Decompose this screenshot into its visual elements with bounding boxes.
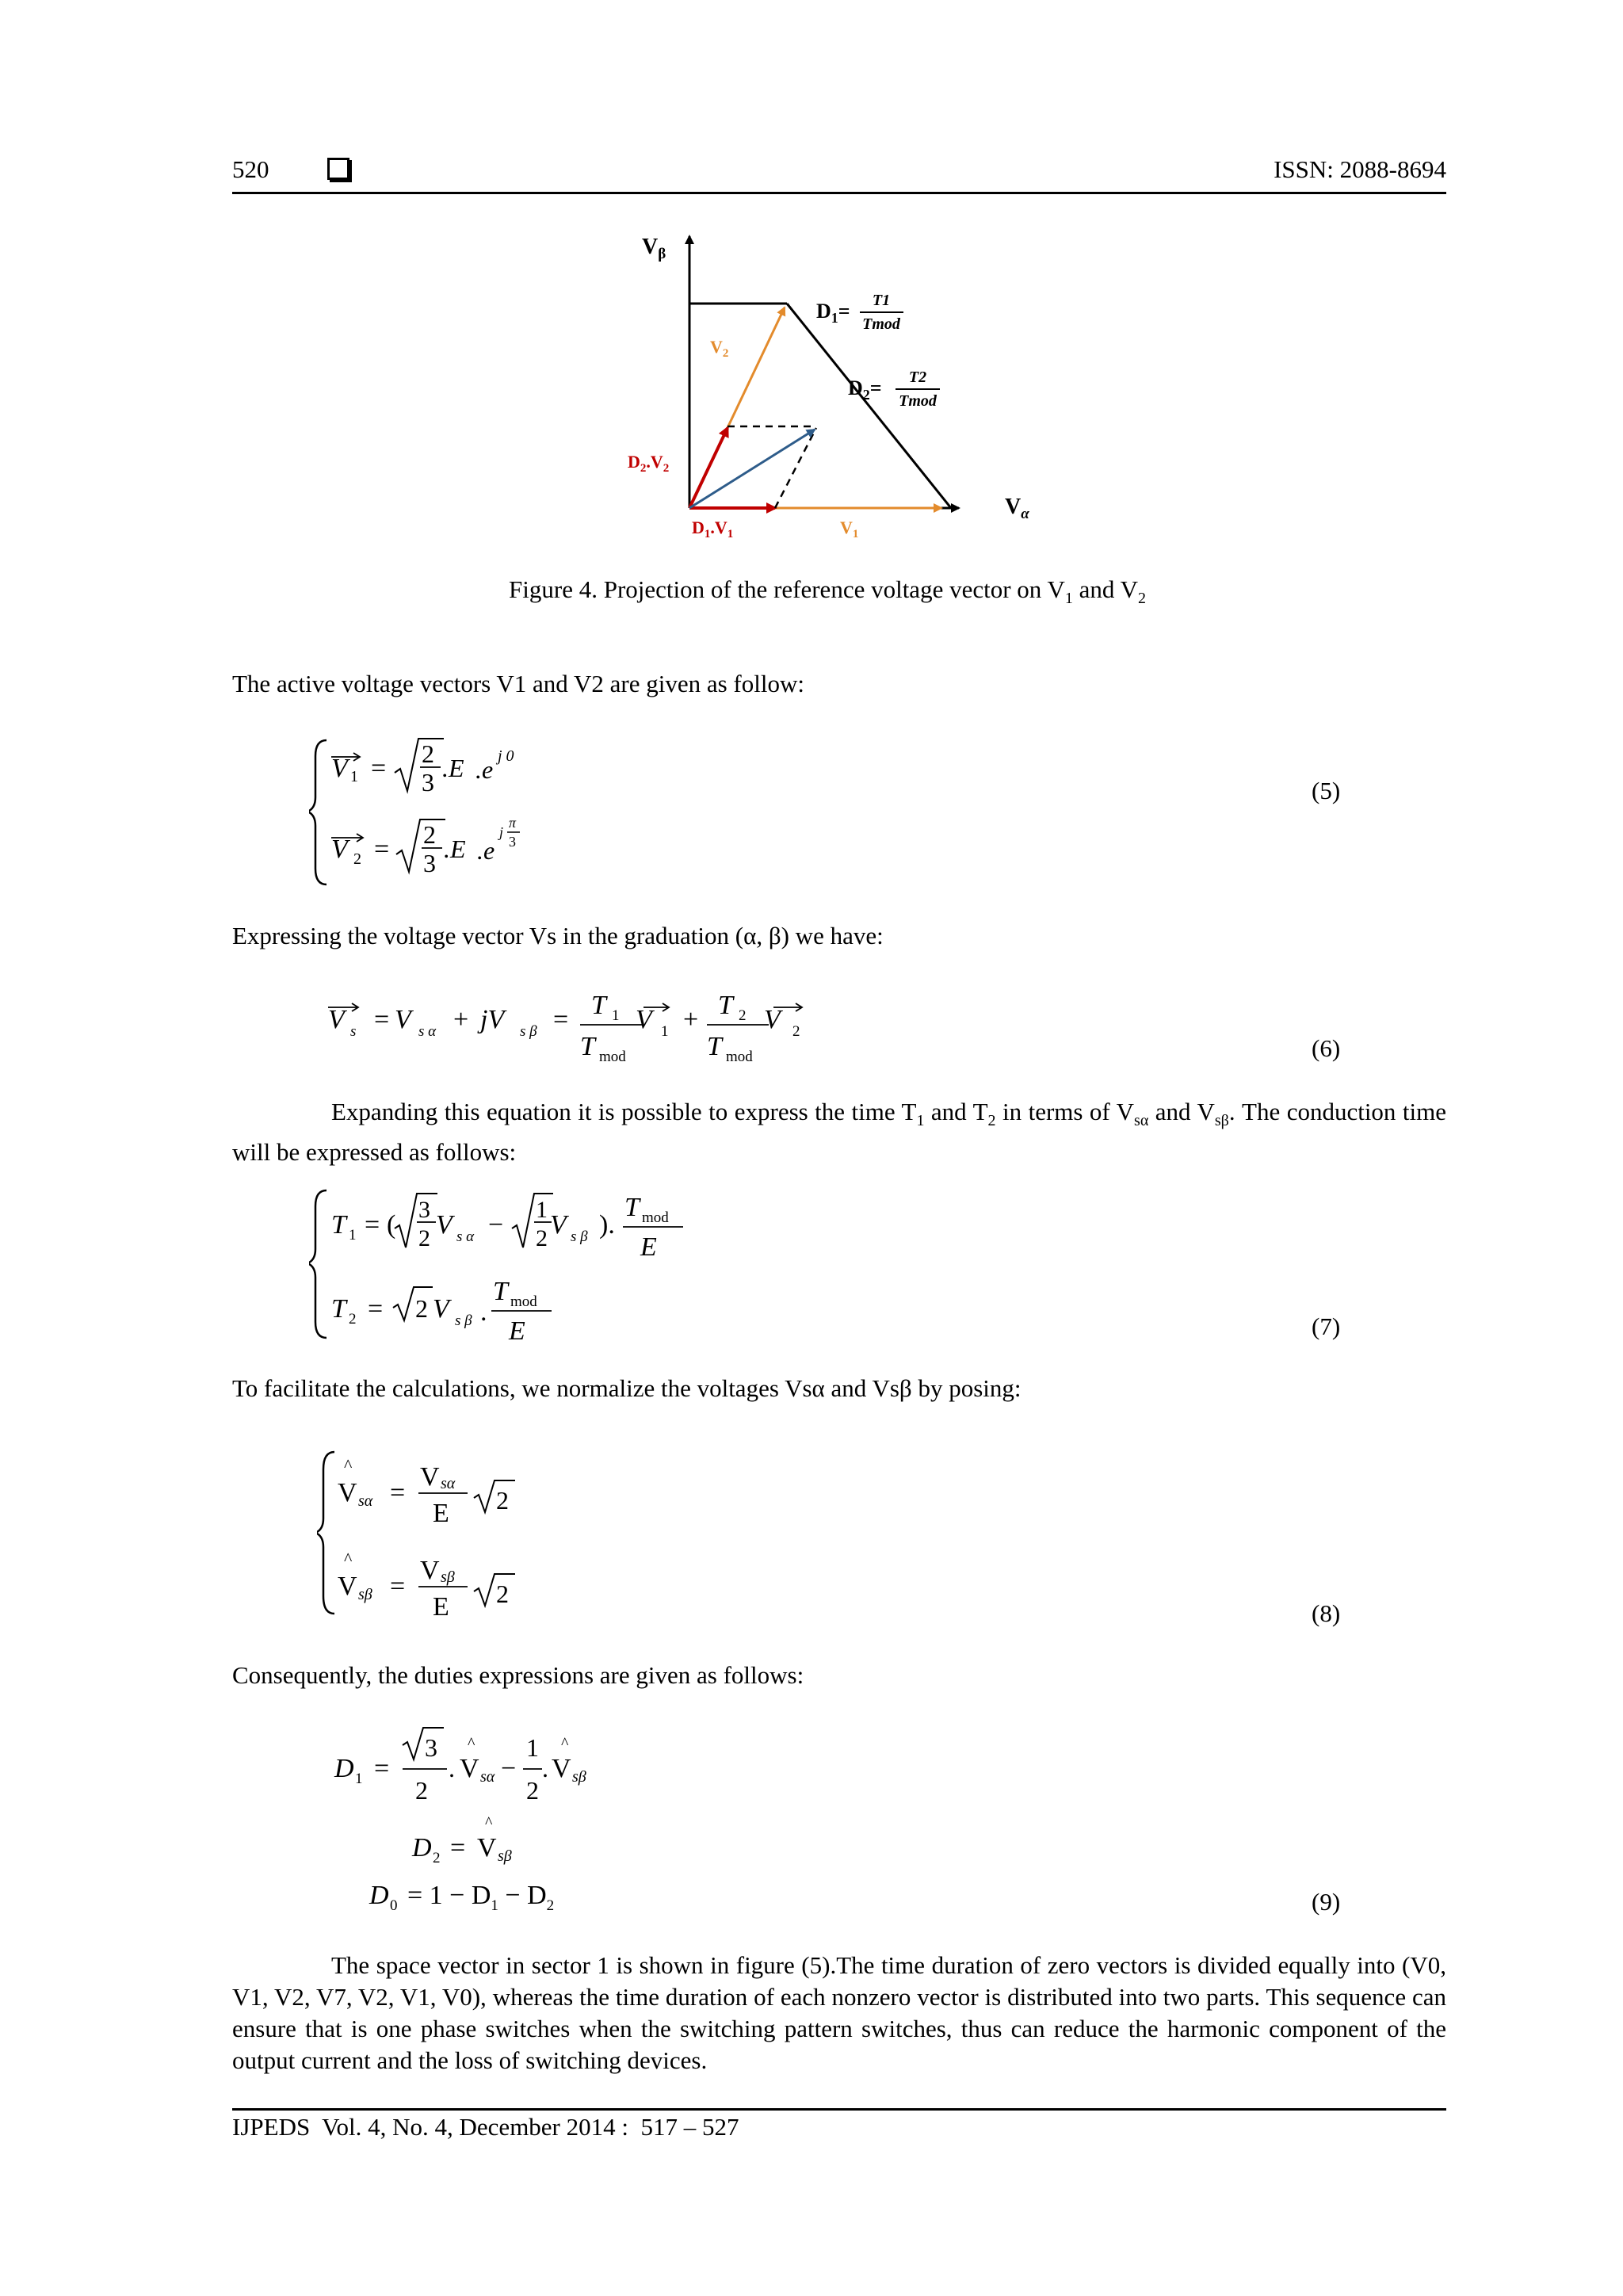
paragraph-duties: Consequently, the duties expressions are given as follows: [232, 1661, 804, 1689]
svg-text:^: ^ [485, 1814, 493, 1832]
svg-text:2: 2 [422, 739, 434, 768]
svg-text:^: ^ [468, 1735, 475, 1752]
svg-text:mod: mod [599, 1049, 626, 1065]
svg-text:+: + [683, 1005, 699, 1034]
svg-text:2: 2 [433, 1850, 441, 1866]
svg-text:E: E [509, 1316, 525, 1346]
paragraph-active-vectors: The active voltage vectors V1 and V2 are given as follow: [232, 670, 804, 697]
projection-dash-side [775, 428, 816, 508]
svg-text:j: j [499, 824, 504, 840]
svg-text:2: 2 [349, 1311, 357, 1328]
figure-caption: Figure 4. Projection of the reference voltage vector on $V_1$ and $V_2$ [509, 575, 1146, 608]
label-v-alpha: $V_\alpha$ [1005, 495, 1029, 522]
svg-text:V: V [433, 1294, 449, 1324]
svg-text:1: 1 [350, 768, 358, 785]
svg-text:V: V [338, 1478, 357, 1507]
svg-text:=: = [553, 1005, 569, 1034]
svg-text:D: D [334, 1754, 354, 1783]
svg-text:^: ^ [344, 1455, 353, 1475]
svg-text:.: . [480, 1297, 487, 1327]
svg-text:V: V [331, 835, 348, 864]
footer-rule [232, 2108, 1446, 2111]
svg-text:V: V [331, 754, 348, 783]
label-d1-num: T1 [872, 292, 891, 309]
svg-text:=: = [368, 1294, 384, 1324]
svg-text:−: − [501, 1754, 517, 1783]
svg-text:T: T [718, 991, 733, 1020]
svg-text:mod: mod [726, 1049, 753, 1065]
svg-text:=: = [374, 1005, 390, 1034]
svg-text:.e: .e [475, 755, 494, 784]
svg-text:1: 1 [612, 1007, 620, 1024]
svg-text:s β: s β [520, 1023, 537, 1040]
svg-text:s α: s α [456, 1228, 475, 1245]
label-v2: $V_2$ [710, 337, 729, 360]
svg-text:T: T [624, 1193, 640, 1222]
footer-journal: IJPEDS Vol. 4, No. 4, December 2014 : 517 – 527 [232, 2113, 739, 2141]
svg-text:V: V [338, 1572, 357, 1601]
svg-text:V: V [328, 1005, 345, 1034]
svg-text:2: 2 [526, 1776, 539, 1805]
svg-text:=: = [374, 1754, 390, 1783]
figure-4-diagram [626, 230, 1070, 547]
svg-text:^: ^ [561, 1735, 569, 1752]
svg-text:sα: sα [441, 1475, 456, 1492]
svg-text:V: V [395, 1005, 411, 1034]
svg-text:2: 2 [418, 1225, 430, 1251]
svg-text:V: V [550, 1210, 567, 1240]
svg-text:sβ: sβ [441, 1568, 455, 1586]
paragraph-vs-graduation: Expressing the voltage vector Vs in the graduation (α, β) we have: [232, 922, 884, 949]
svg-text:=: = [390, 1478, 406, 1507]
svg-text:sα: sα [480, 1768, 495, 1786]
equation-5 [309, 729, 579, 896]
svg-text:2: 2 [496, 1486, 509, 1515]
svg-text:E: E [433, 1499, 449, 1528]
svg-text:mod: mod [510, 1293, 537, 1310]
svg-text:sβ: sβ [498, 1847, 512, 1865]
svg-text:2: 2 [536, 1225, 548, 1251]
svg-text:3: 3 [422, 768, 434, 797]
svg-text:2: 2 [496, 1580, 509, 1608]
svg-text:sβ: sβ [358, 1586, 372, 1603]
label-d1-den: Tmod [862, 315, 900, 333]
svg-text:T: T [493, 1277, 508, 1306]
svg-text:.: . [449, 1754, 455, 1782]
svg-text:E: E [640, 1232, 657, 1262]
svg-text:V: V [764, 1005, 781, 1034]
paragraph-expanding: Expanding this equation it is possible to express the time $T_1$ and $T_2$ in terms of $V_{s\alpha}$ and $V_{s\beta}$. The conduction time will be expressed as follows: [232, 1098, 1446, 1167]
equation-6 [325, 979, 832, 1066]
label-d2: $D_2=$ [848, 376, 882, 403]
svg-text:s β: s β [455, 1312, 472, 1329]
svg-text:=: = [374, 835, 390, 864]
svg-text:V: V [420, 1556, 440, 1585]
svg-text:1: 1 [355, 1771, 363, 1787]
svg-text:.e: .e [477, 836, 495, 865]
svg-text:V: V [477, 1833, 497, 1862]
svg-text:s: s [350, 1023, 357, 1040]
svg-text:E: E [433, 1592, 449, 1622]
svg-text:T: T [580, 1032, 595, 1061]
svg-text:T: T [331, 1294, 346, 1324]
svg-text:= 1 − D1 − D2: = $1 - D_1 - D_2$ [407, 1881, 555, 1914]
header-rule [232, 192, 1446, 194]
label-v-beta: $V_\beta$ [642, 235, 666, 262]
svg-text:1: 1 [526, 1733, 539, 1762]
svg-text:0: 0 [390, 1897, 398, 1914]
svg-text:+: + [453, 1005, 469, 1034]
svg-text:.: . [542, 1754, 548, 1782]
svg-text:s β: s β [571, 1228, 588, 1245]
svg-text:π: π [509, 815, 517, 831]
svg-text:T: T [707, 1032, 722, 1061]
svg-text:sα: sα [358, 1492, 373, 1510]
equation-7-number: (7) [1312, 1312, 1341, 1340]
svg-text:3: 3 [425, 1733, 437, 1762]
paragraph-space-vector: The space vector in sector 1 is shown in figure (5).The time duration of zero vectors is divided equally into (V0, V1, V2, V7, V2, V1, V0), whereas the time duration of each nonzero vector is distributed into two parts. This sequence can ensure that is one phase switches when the switching pattern switches, thus can reduce the harmonic component of the output current and the loss of switching devices. [232, 1951, 1446, 2074]
equation-8-number: (8) [1312, 1599, 1341, 1627]
svg-text:=: = [450, 1833, 466, 1862]
svg-text:=: = [371, 754, 387, 783]
label-v1: $V_1$ [840, 518, 859, 541]
label-d1v1: $D_1.V_1$ [692, 518, 734, 541]
label-d2-num: T2 [908, 369, 927, 386]
svg-text:2: 2 [792, 1023, 800, 1040]
svg-text:2: 2 [739, 1007, 747, 1024]
svg-text:2: 2 [353, 850, 361, 868]
equation-5-number: (5) [1312, 777, 1341, 804]
svg-text:V: V [460, 1754, 479, 1783]
svg-text:T: T [331, 1210, 346, 1240]
page-number: 520 [232, 155, 269, 183]
svg-text:V: V [636, 1005, 652, 1034]
svg-text:j 0: j 0 [498, 747, 514, 765]
svg-text:−: − [488, 1210, 504, 1240]
svg-text:V: V [552, 1754, 571, 1783]
equation-8 [317, 1442, 555, 1625]
svg-text:2: 2 [415, 1776, 428, 1805]
svg-text:.E: .E [444, 835, 466, 863]
svg-text:1: 1 [349, 1227, 357, 1244]
svg-text:1: 1 [536, 1197, 548, 1223]
equation-7 [309, 1181, 721, 1347]
issn: ISSN: 2088-8694 [1274, 155, 1446, 183]
svg-text:).: ). [599, 1210, 615, 1240]
svg-text:2: 2 [415, 1294, 428, 1323]
svg-text:D: D [369, 1881, 389, 1910]
svg-text:3: 3 [418, 1197, 430, 1223]
label-d1: $D_1=$ [816, 300, 850, 326]
svg-text:jV: jV [480, 1005, 505, 1034]
svg-text:3: 3 [423, 849, 436, 877]
svg-text:sβ: sβ [572, 1768, 586, 1786]
svg-text:2: 2 [423, 820, 436, 849]
label-d2-den: Tmod [899, 392, 937, 410]
svg-text:T: T [591, 991, 606, 1020]
svg-text:^: ^ [344, 1549, 353, 1568]
svg-text:3: 3 [509, 834, 516, 850]
svg-text:1: 1 [661, 1023, 669, 1040]
svg-text:D: D [412, 1833, 432, 1862]
svg-text:.E: .E [442, 754, 464, 782]
svg-text:mod: mod [642, 1209, 669, 1226]
svg-text:s α: s α [418, 1023, 437, 1040]
equation-9 [333, 1720, 650, 1918]
svg-text:V: V [420, 1462, 440, 1492]
svg-text:=: = [390, 1572, 406, 1601]
equation-6-number: (6) [1312, 1034, 1341, 1062]
label-d2v2: $D_2.V_2$ [628, 452, 670, 475]
svg-text:=: = [365, 1210, 380, 1240]
svg-text:(: ( [387, 1210, 396, 1240]
equation-9-number: (9) [1312, 1888, 1341, 1916]
checkbox-icon [327, 158, 349, 180]
svg-text:V: V [436, 1210, 453, 1240]
paragraph-normalize: To facilitate the calculations, we normalize the voltages Vsα and Vsβ by posing: [232, 1374, 1022, 1402]
